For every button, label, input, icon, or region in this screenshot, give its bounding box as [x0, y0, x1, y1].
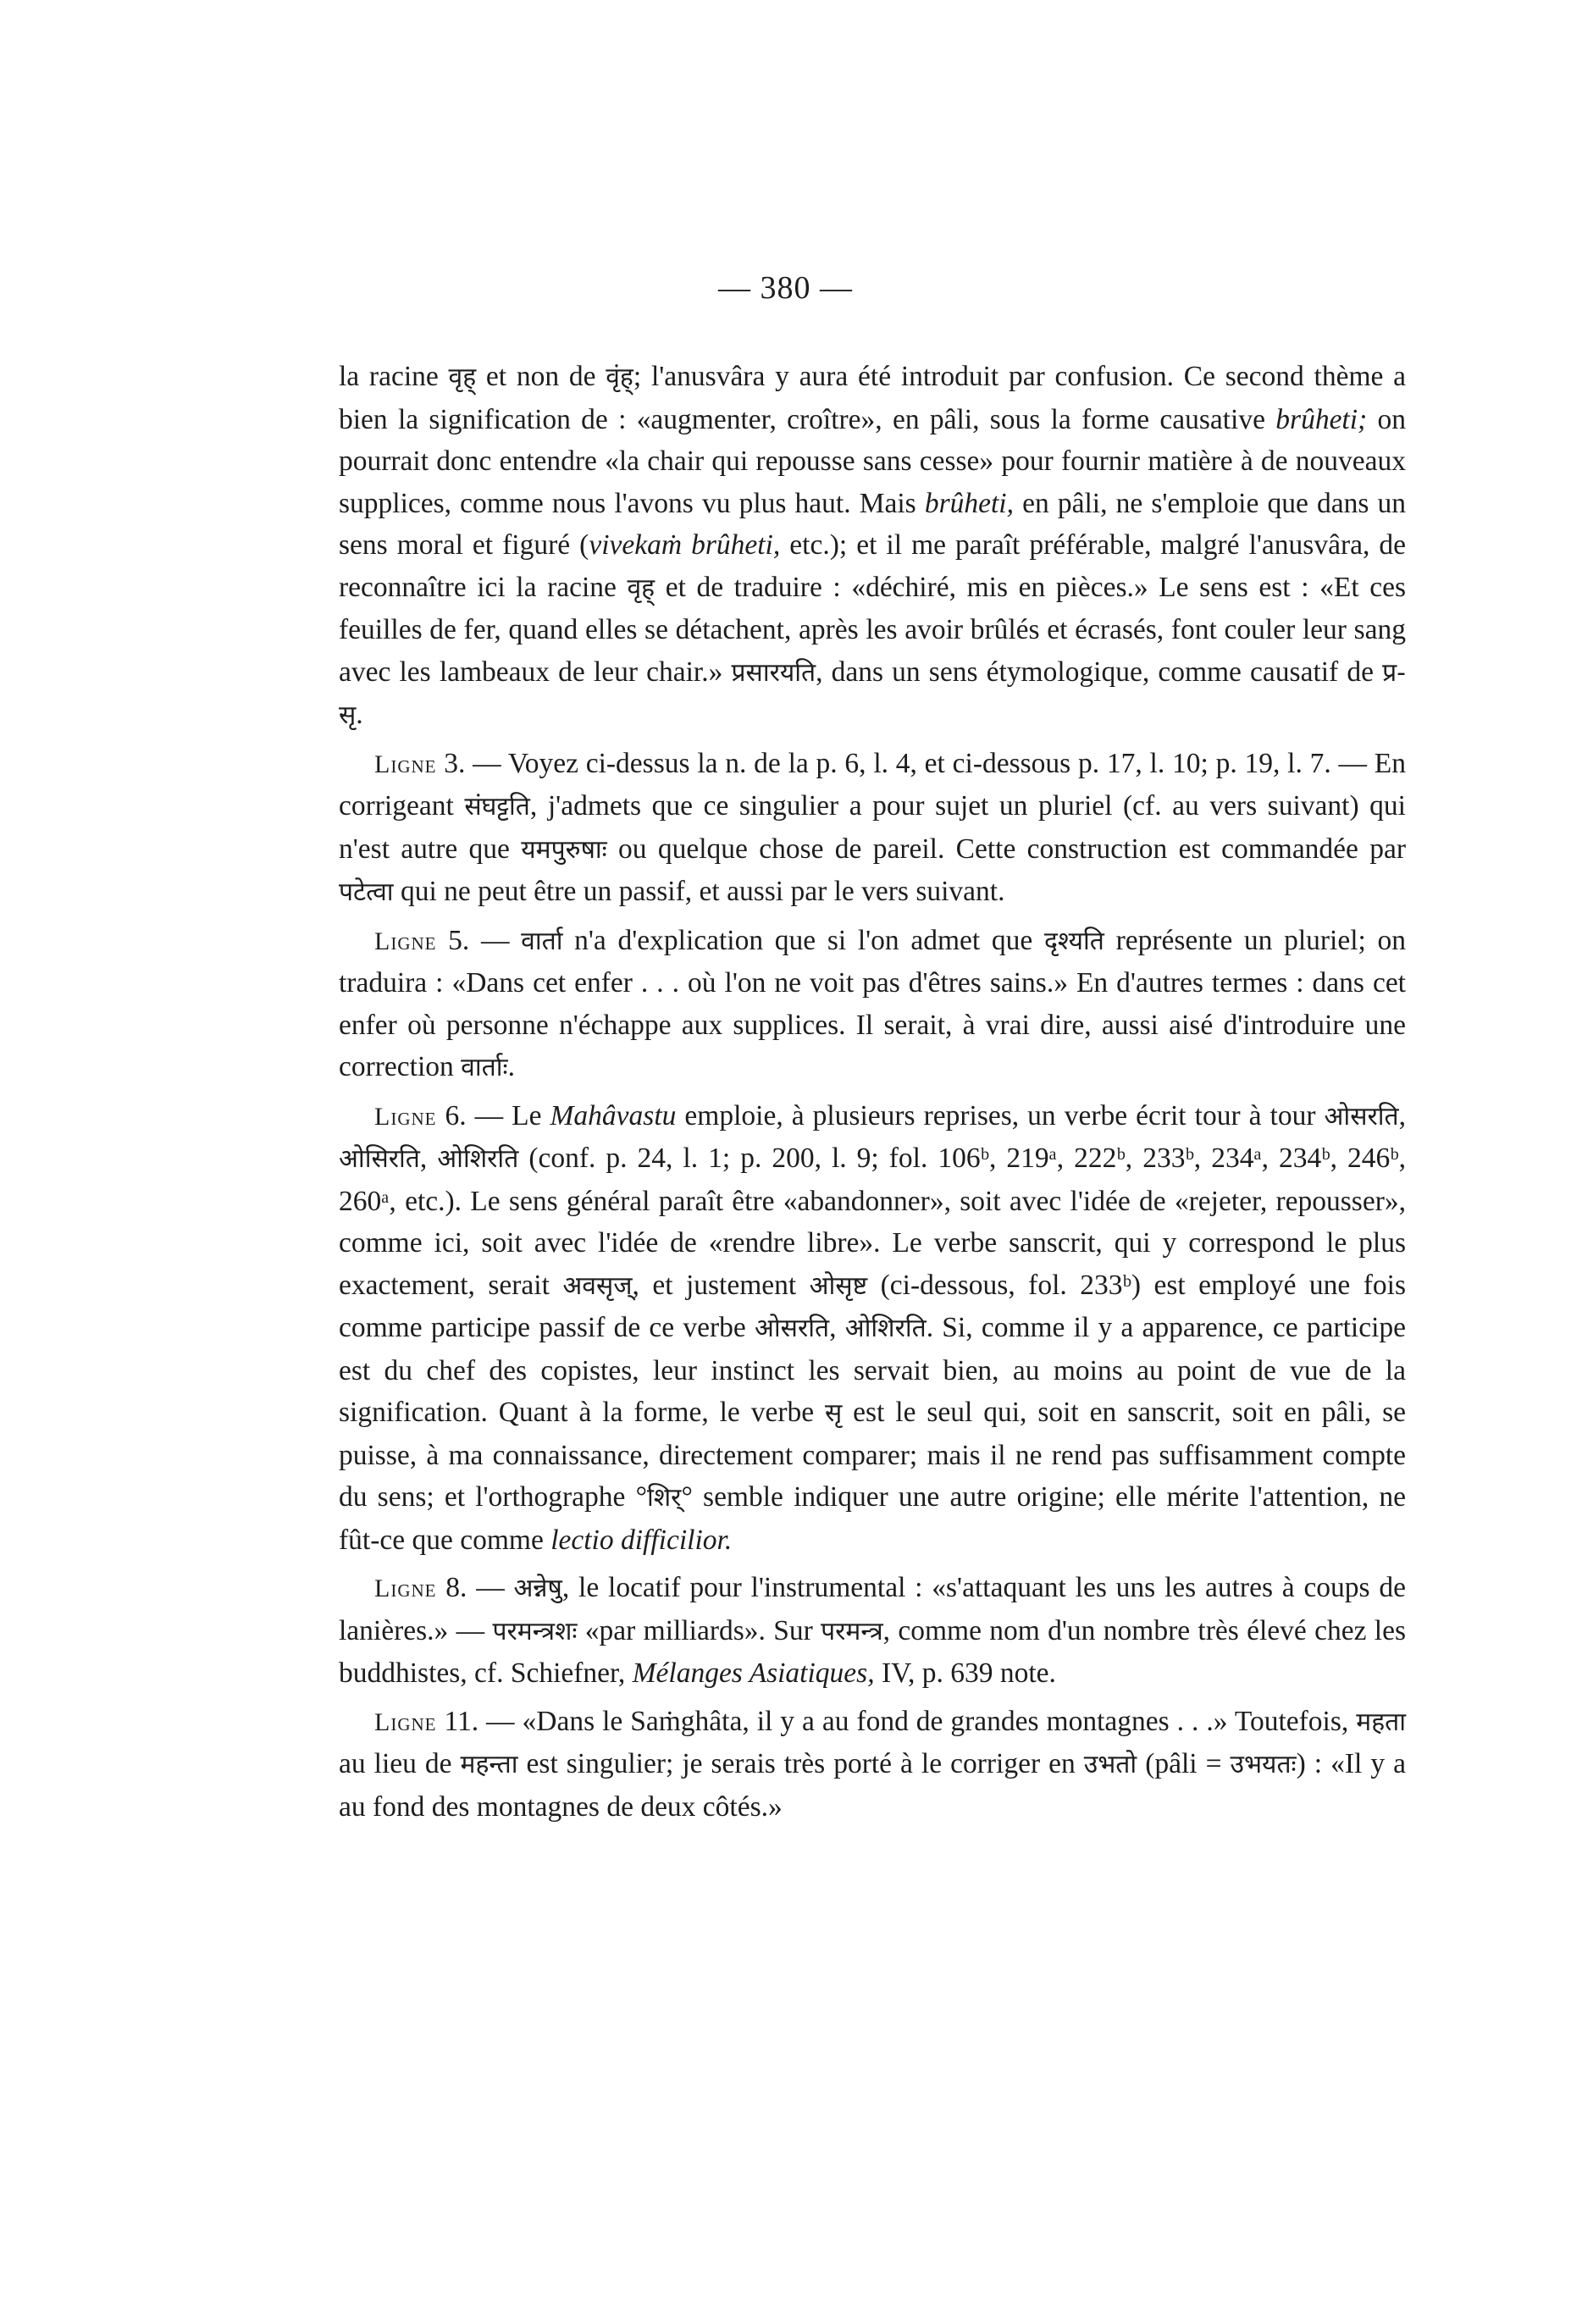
devanagari-word: यमपुरुषाः — [521, 834, 607, 865]
text: est singulier; je serais très porté à le corriger en — [517, 1748, 1084, 1779]
devanagari-word: उभतो — [1083, 1750, 1137, 1779]
italic-term: vivekaṁ brûheti, — [589, 529, 781, 561]
note-label: Ligne — [374, 1707, 437, 1736]
text: en pâli, ne s'emploie que dans un sens moral et figuré ( — [339, 487, 1406, 561]
text: «par milliards». Sur — [577, 1614, 821, 1646]
devanagari-word: वृह् — [627, 573, 656, 603]
devanagari-word: प्र-सृ — [339, 657, 1406, 730]
text: ° semble indiquer une autre origine; elle mérite l'attention, ne fût-ce que comme — [339, 1481, 1406, 1556]
text: et non de — [476, 361, 606, 392]
devanagari-word: शिर् — [647, 1483, 682, 1513]
devanagari-word: महन्ता — [460, 1750, 518, 1779]
text: et de traduire : «déchiré, mis en pièces.» Le sens est : «Et ces feuilles de fer, quand elles se détachent, après les avoir brûlés et écrasés, font couler leur sang avec les lambeaux de leur chair.» — [339, 571, 1406, 688]
italic-term: Mélanges Asiatiques, — [632, 1657, 875, 1689]
text: , le locatif pour l'instrumental : «s'attaquant les uns les autres à coups de lanières.» — — [339, 1572, 1407, 1646]
devanagari-word: ओशिरति — [844, 1314, 927, 1343]
text: , — [1398, 1099, 1406, 1132]
note-line-3 — [339, 743, 1406, 914]
devanagari-word: परमन्त्र — [821, 1616, 883, 1646]
text: au lieu de — [339, 1748, 461, 1779]
text: , — [419, 1143, 438, 1174]
text: , et justement — [632, 1269, 810, 1301]
text: 6. — Le — [436, 1099, 550, 1132]
devanagari-word: ओसरति — [754, 1314, 830, 1343]
text: , comme nom d'un nombre très élevé chez les buddhistes, cf. Schiefner, — [339, 1614, 1406, 1689]
italic-term: lectio difficilior. — [550, 1524, 733, 1556]
text: la racine — [339, 361, 449, 392]
devanagari-word: ओसरति — [1324, 1101, 1399, 1132]
note-label: Ligne — [374, 1102, 437, 1131]
devanagari-word: अन्नेषु — [513, 1574, 562, 1603]
italic-term: Mahâvastu — [550, 1099, 677, 1132]
note-line-11 — [339, 1701, 1406, 1829]
italic-term: brûheti; — [1275, 403, 1368, 435]
text: , dans un sens étymologique, comme causatif de — [816, 656, 1383, 688]
devanagari-word: सृ — [825, 1398, 843, 1428]
devanagari-word: ओसृष्ट — [809, 1270, 868, 1301]
devanagari-word: वार्ता — [521, 926, 563, 956]
devanagari-word: अवसृज् — [562, 1270, 633, 1301]
text: . — [507, 1051, 515, 1082]
text: etc.); et il me paraît préférable, malgré l'anusvâra, de reconnaître ici la racine — [339, 529, 1407, 603]
note-label: Ligne — [374, 927, 437, 955]
text: ou quelque chose de pareil. Cette construction est commandée par — [606, 833, 1407, 865]
text: 8. — — [436, 1572, 514, 1603]
text: représente un pluriel; on traduira : «Dans cet enfer . . . où l'on ne voit pas d'êtres sains.» En d'autres termes : dans cet enfer où personne n'échappe aux supplices. Il serait, à vrai dire, aussi aisé d'introduire une correction — [339, 924, 1407, 1082]
text: 5. — — [436, 924, 522, 956]
devanagari-word: ओसिरति — [339, 1144, 420, 1174]
text: 11. — «Dans le Saṁghâta, il y a au fond de grandes montagnes . . .» Toutefois, — [436, 1705, 1357, 1737]
text: (pâli = — [1137, 1748, 1231, 1779]
devanagari-word: परमन्त्रशः — [492, 1616, 578, 1646]
text: . Si, comme il y a apparence, ce participe est du chef des copistes, leur instinct les servait bien, au moins au point de vue de la signification. Quant à la forme, le verbe — [339, 1312, 1406, 1428]
text: on pourrait donc entendre «la chair qui repousse sans cesse» pour fournir matière à de nouveaux supplices, comme nous l'avons vu plus haut. Mais — [339, 403, 1407, 519]
italic-term: brûheti, — [924, 487, 1014, 519]
text: qui ne peut être un passif, et aussi par le vers suivant. — [393, 876, 1005, 907]
note-line-8 — [339, 1567, 1406, 1695]
note-label: Ligne — [374, 1574, 437, 1602]
text: IV, p. 639 note. — [874, 1657, 1056, 1689]
page-number: — 380 — — [718, 270, 853, 306]
devanagari-word: ओशिरति — [437, 1144, 519, 1174]
text: ; l'anusvâra y aura été introduit par confusion. Ce second thème a bien la signification de : «augmenter, croître», en pâli, sous la forme causative — [339, 361, 1406, 435]
text: , — [829, 1312, 845, 1343]
commentary-text — [339, 356, 1406, 1834]
devanagari-word: वार्ताः — [461, 1053, 508, 1082]
devanagari-word: वृंह् — [606, 362, 633, 392]
text: , j'admets que ce singulier a pour sujet un pluriel (cf. au vers suivant) qui n'est autre que — [339, 790, 1406, 865]
paragraph-1 — [339, 356, 1406, 737]
text: (conf. p. 24, l. 1; p. 200, l. 9; fol. 106ᵇ, 219ᵃ, 222ᵇ, 233ᵇ, 234ᵃ, 234ᵇ, 246ᵇ, 260ᵃ, etc.). Le sens général paraît être «abandonner», soit avec l'idée de «rejeter, repousser», comme ici, soit avec l'idée de «rendre libre». Le verbe sanscrit, qui y correspond le plus exactement, serait — [339, 1143, 1407, 1301]
devanagari-word: प्रसारयति — [731, 657, 816, 688]
note-line-5 — [339, 920, 1406, 1089]
text: emploie, à plusieurs reprises, un verbe écrit tour à tour — [676, 1099, 1325, 1132]
text: . — [356, 699, 363, 730]
devanagari-word: महता — [1356, 1707, 1406, 1737]
note-line-6 — [339, 1095, 1406, 1562]
devanagari-word: संघट्टति — [464, 792, 530, 822]
text: (ci-dessous, fol. 233ᵇ) est employé une fois comme participe passif de ce verbe — [339, 1269, 1406, 1343]
devanagari-word: दृश्यति — [1043, 926, 1104, 956]
devanagari-word: पटेत्वा — [339, 877, 394, 907]
devanagari-word: वृह् — [448, 362, 477, 392]
text: est le seul qui, soit en sanscrit, soit en pâli, se puisse, à ma connaissance, directement comparer; mais il ne rend pas suffisamment compte du sens; et l'orthographe ° — [339, 1397, 1406, 1513]
devanagari-word: उभयतः — [1230, 1750, 1297, 1779]
text: n'a d'explication que si l'on admet que — [562, 924, 1044, 956]
text: ) : «Il y a au fond des montagnes de deux côtés.» — [339, 1748, 1406, 1823]
note-label: Ligne — [374, 750, 437, 778]
text: 3. — Voyez ci-dessus la n. de la p. 6, l. 4, et ci-dessous p. 17, l. 10; p. 19, l. 7. — En corrigeant — [339, 747, 1406, 822]
